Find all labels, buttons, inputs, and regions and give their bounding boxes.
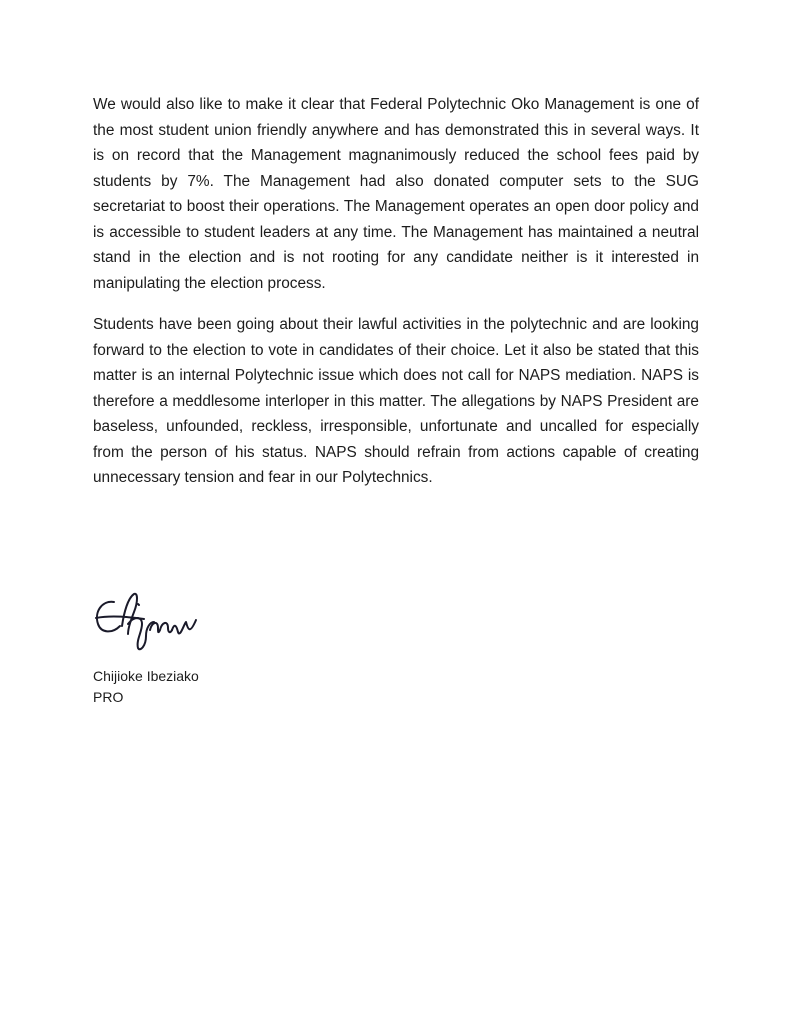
paragraph-naps-statement: Students have been going about their lawful activities in the polytechnic and are looking forward to the election to vote in candidates of their choice. Let it also be stated that this matter is an internal Polytechnic issue which does not call for NAPS mediation. NAPS is therefore a meddlesome interloper in this matter. The allegations by NAPS President are baseless, unfounded, reckless, irresponsible, unfortunate and uncalled for especially from the person of his status. NAPS should refrain from actions capable of creating unnecessary tension and fear in our Polytechnics. — [93, 316, 699, 486]
paragraph-management-statement: We would also like to make it clear that Federal Polytechnic Oko Management is one of the most student union friendly anywhere and has demonstrated this in several ways. It is on record that the Management magnanimously reduced the school fees paid by students by 7%. The Management had also donated computer sets to the SUG secretariat to boost their operations. The Management operates an open door policy and is accessible to student leaders at any time. The Management has maintained a neutral stand in the election and is not rooting for any candidate neither is it interested in manipulating the election process. — [93, 96, 699, 292]
signature-icon — [92, 590, 202, 652]
signatory-name: Chijioke Ibeziako — [93, 668, 199, 684]
signatory-title: PRO — [93, 689, 124, 705]
